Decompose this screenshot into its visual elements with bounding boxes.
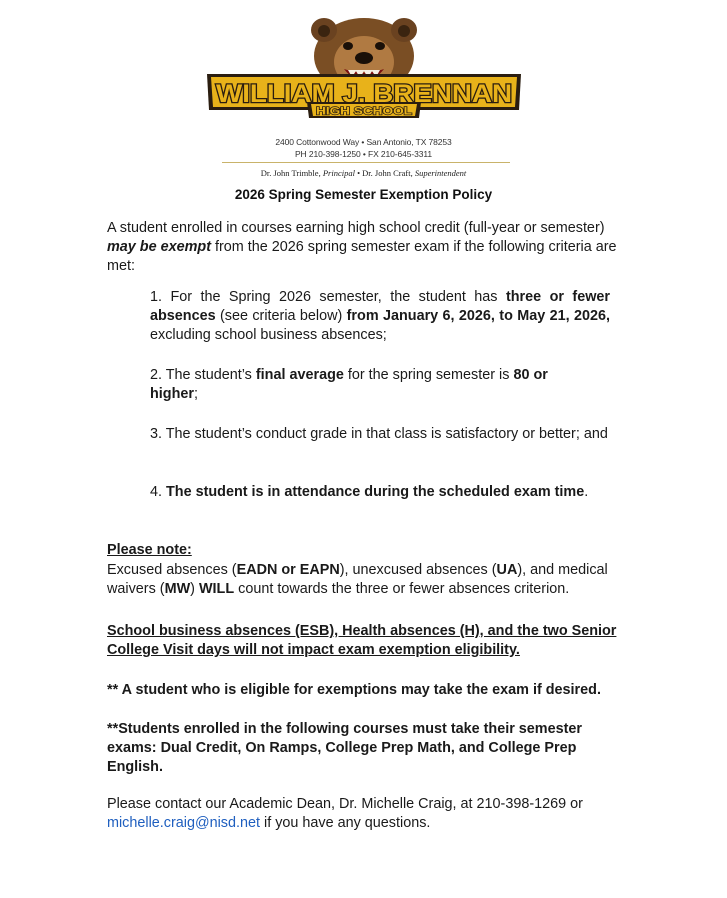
criterion-2-bold-1: final average xyxy=(255,367,344,383)
intro-text-1: A student enrolled in courses earning high school credit (full-year or semester) xyxy=(107,220,605,236)
note-text-3: ), and medical waivers ( xyxy=(107,562,608,597)
criterion-3-text: 3. The student’s conduct grade in that class is satisfactory or better; and xyxy=(150,426,608,442)
note-text-2: ), unexcused absences ( xyxy=(339,562,497,578)
note-body xyxy=(107,561,627,599)
exemption-eligibility-note: School business absences (ESB), Health absences (H), and the two Senior College Visit days will not impact exam exemption eligibility. xyxy=(107,623,617,658)
intro-emphasis: may be exempt xyxy=(107,239,211,255)
note-heading: Please note: xyxy=(107,542,192,558)
note-bold-3: MW xyxy=(164,581,191,597)
logo-school-sub: HIGH SCHOOL xyxy=(316,105,413,118)
principal-title: Principal xyxy=(322,168,355,178)
school-address: 2400 Cottonwood Way • San Antonio, TX 78253 xyxy=(275,137,452,147)
criterion-4-text-2: . xyxy=(584,484,589,500)
note-text-1: Excused absences ( xyxy=(107,562,237,578)
school-logo xyxy=(203,14,525,126)
intro-text-2: from the 2026 spring semester exam if the following criteria are met: xyxy=(107,239,617,274)
note-text-5: count towards the three or fewer absences criterion. xyxy=(234,581,570,597)
page-title: 2026 Spring Semester Exemption Policy xyxy=(234,187,493,202)
criterion-2 xyxy=(150,366,570,404)
contact-text-1: Please contact our Academic Dean, Dr. Michelle Craig, at 210-398-1269 or xyxy=(107,796,583,812)
school-phone: PH 210-398-1250 • FX 210-645-3311 xyxy=(294,149,433,159)
staff-line xyxy=(150,168,577,178)
letterhead-divider xyxy=(222,162,510,163)
superintendent-name: Dr. John Craft, xyxy=(362,168,415,178)
criterion-2-text-3: ; xyxy=(193,386,198,402)
logo-school-name: WILLIAM J. BRENNAN xyxy=(216,80,512,108)
criterion-3 xyxy=(150,425,622,444)
criterion-1-text-1: 1. For the Spring 2026 semester, the student has xyxy=(150,289,506,305)
criterion-4 xyxy=(150,483,595,502)
optional-exam-note: ** A student who is eligible for exemptions may take the exam if desired. xyxy=(107,682,601,698)
criterion-4-bold: The student is in attendance during the scheduled exam time xyxy=(166,484,585,500)
criterion-1 xyxy=(150,288,610,345)
criterion-2-text-1: 2. The student’s xyxy=(150,367,256,383)
principal-name: Dr. John Trimble, xyxy=(260,168,323,178)
contact-paragraph xyxy=(107,795,627,833)
criterion-1-text-3: excluding school business absences; xyxy=(150,327,387,343)
bear-mascot-logo xyxy=(203,14,525,126)
superintendent-title: Superintendent xyxy=(414,168,467,178)
note-text-4: ) xyxy=(190,581,199,597)
note-bold-1: EADN or EAPN xyxy=(236,562,340,578)
contact-text-2: if you have any questions. xyxy=(260,815,431,831)
criterion-1-text-2: (see criteria below) xyxy=(215,308,347,324)
criterion-1-bold-2: from January 6, 2026, to May 21, 2026, xyxy=(346,308,610,324)
intro-paragraph xyxy=(107,219,627,276)
note-bold-2: UA xyxy=(496,562,518,578)
email-link[interactable]: michelle.craig@nisd.net xyxy=(107,815,260,831)
required-exam-courses-note: **Students enrolled in the following courses must take their semester exams: Dual Credit, On Ramps, College Prep Math, and College Prep English. xyxy=(107,721,583,775)
note-bold-4: WILL xyxy=(198,581,235,597)
criterion-2-text-2: for the spring semester is xyxy=(343,367,514,383)
criterion-1-bold-1: three or fewer absences xyxy=(150,289,611,324)
criterion-2-bold-2: 80 or higher xyxy=(150,367,548,402)
staff-separator: • xyxy=(354,168,363,178)
criterion-4-text-1: 4. xyxy=(150,484,166,500)
